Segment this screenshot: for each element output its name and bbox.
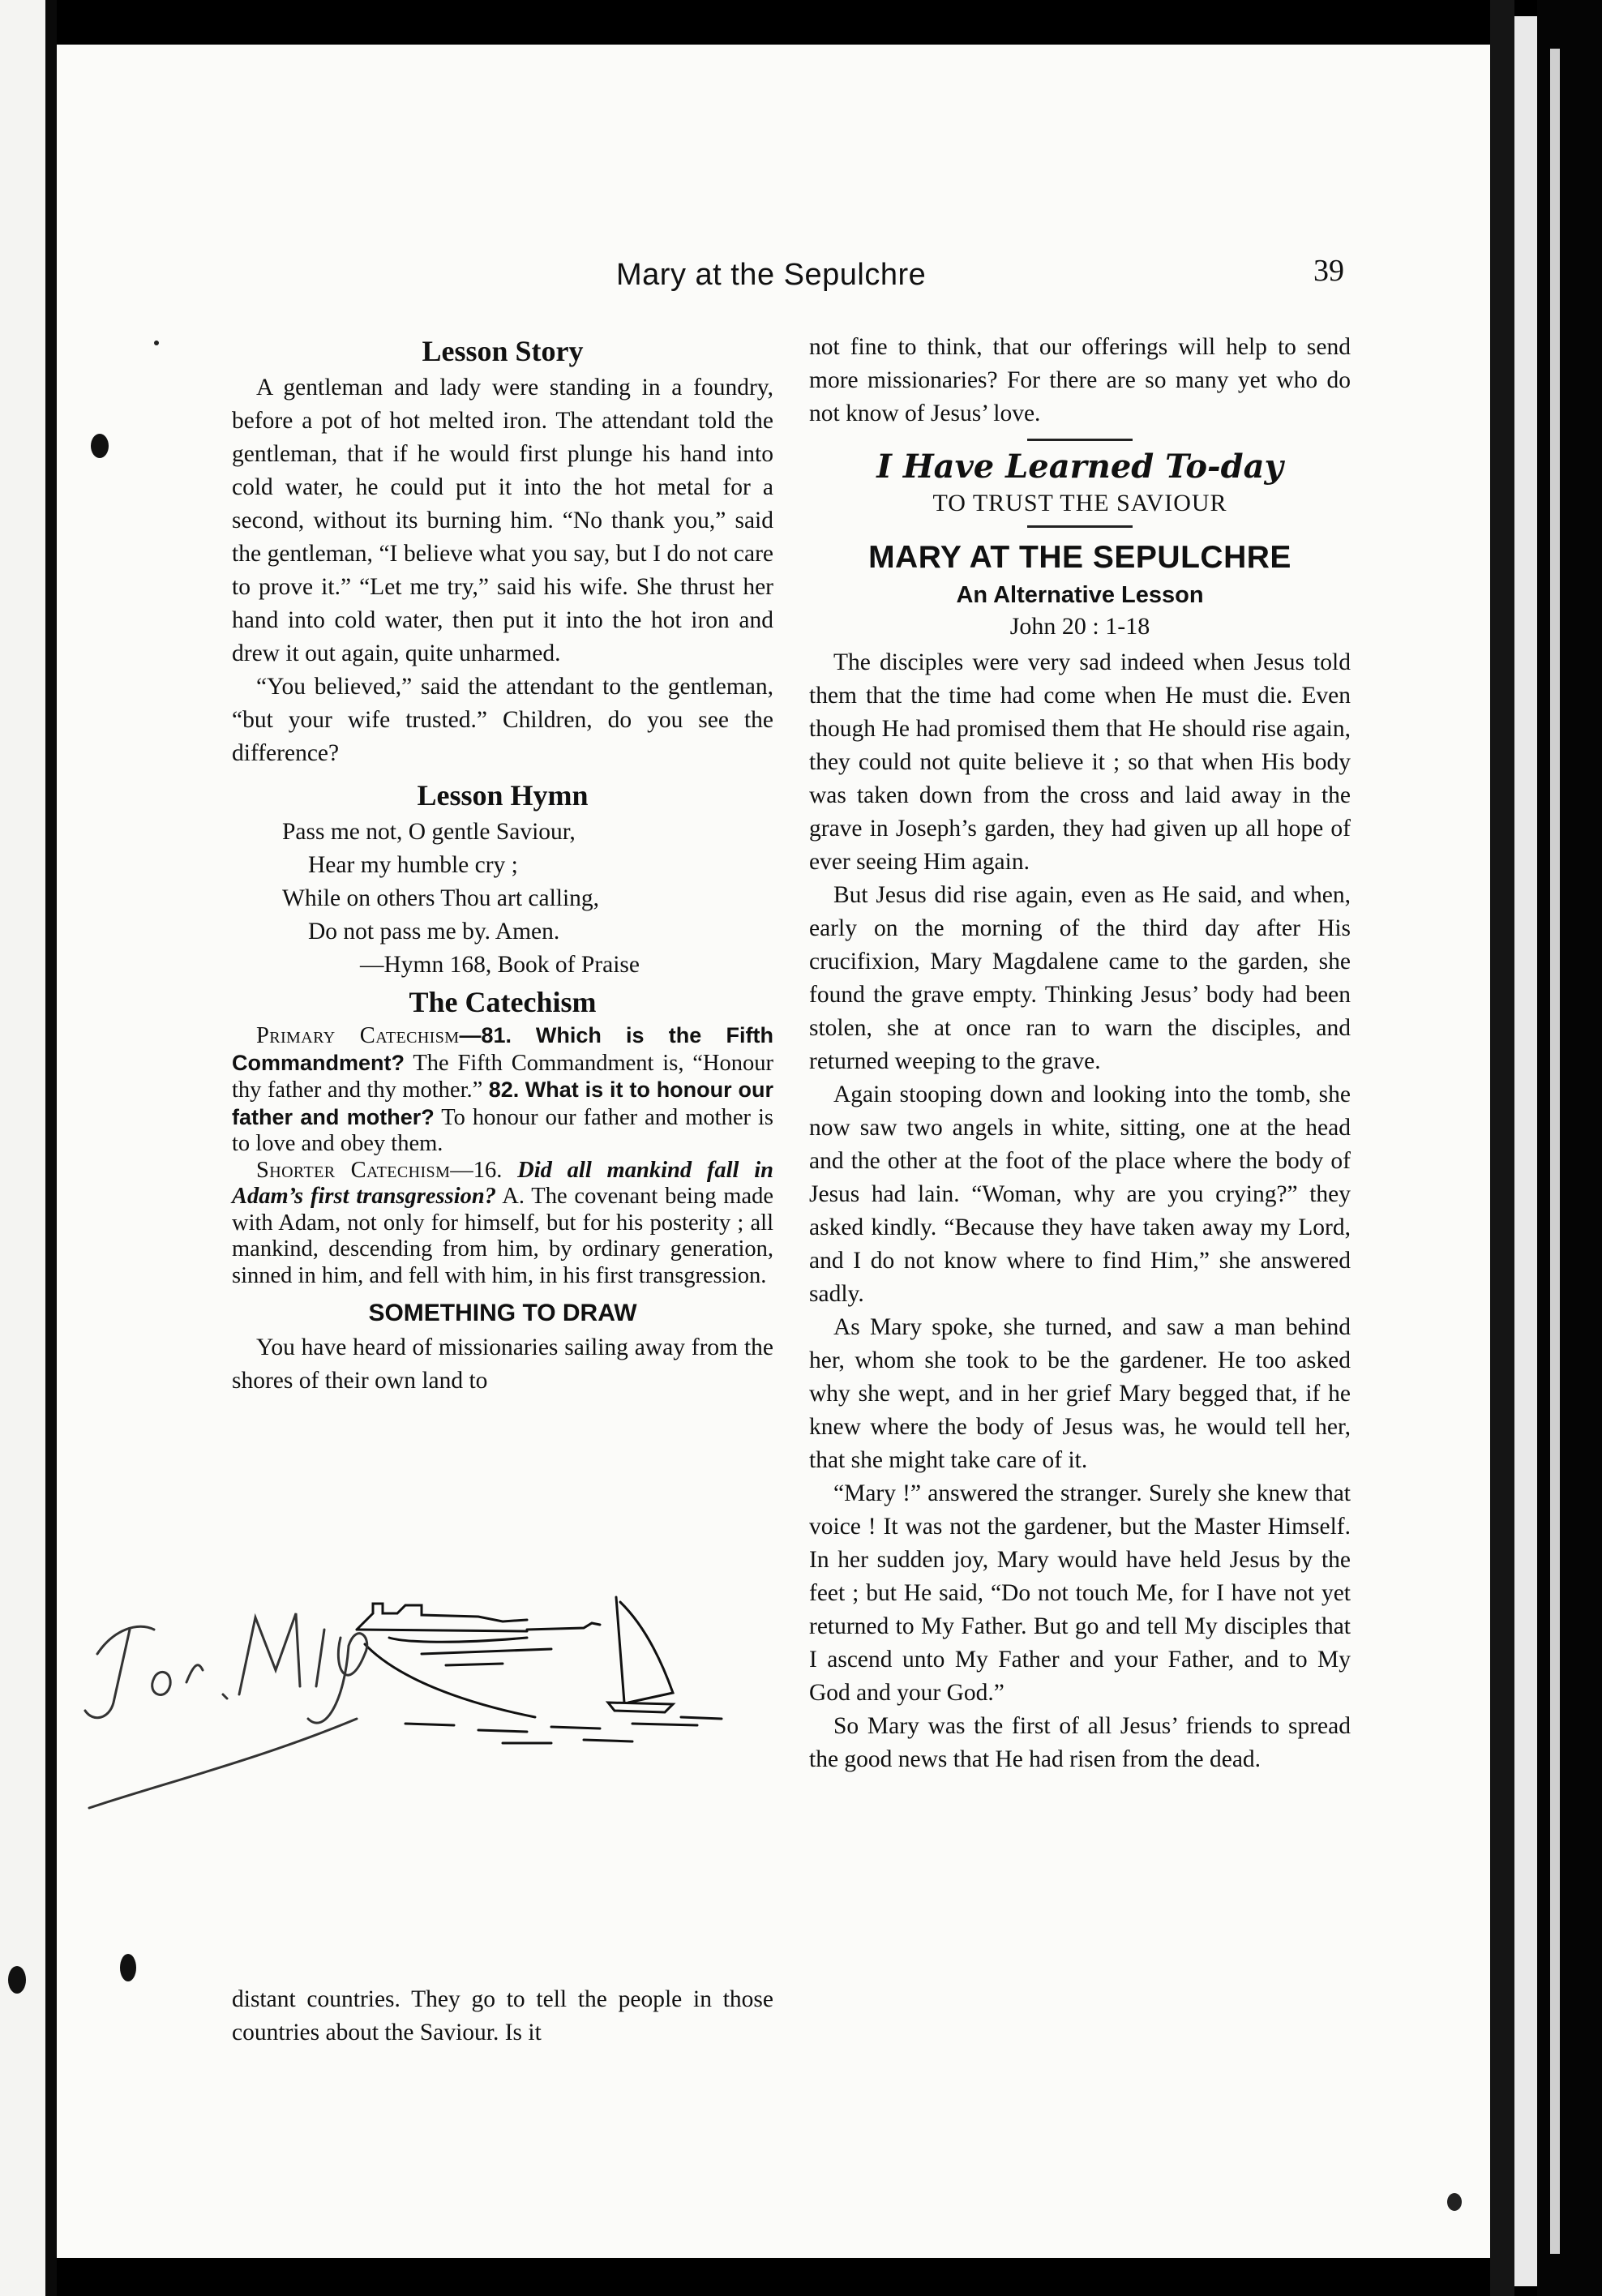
lesson-title: MARY AT THE SEPULCHRE — [868, 540, 1291, 575]
answer: To honour our father and mother is to love and obey them. — [232, 1104, 773, 1156]
hymn-verse — [232, 816, 773, 982]
hymn-line: While on others Thou art calling, — [282, 885, 600, 911]
pencil-note-text: Jor. Mlf — [65, 1540, 68, 1541]
draw-text: distant countries. They go to tell the people in those countries about the Saviour. Is it — [232, 1986, 773, 2045]
lesson-paragraph: The disciples were very sad indeed when Jesus told them that the time had come when He must die. Even though He had promised them that He should rise again, they could not quite believe it ; so that when His body was taken down from the cross and laid away in the grave in Joseph’s garden, they had given up all hope of ever seeing Him again. — [809, 649, 1351, 875]
something-to-draw-heading: SOMETHING TO DRAW — [368, 1300, 637, 1326]
lesson-hymn-heading: Lesson Hymn — [417, 779, 589, 812]
continuation-text: not fine to think, that our offerings will help to send more missionaries? For there are so many yet who do not know of Jesus’ love. — [809, 334, 1351, 426]
facing-page-edge — [0, 0, 45, 2296]
lesson-story-paragraph: A gentleman and lady were standing in a foundry, before a pot of hot melted iron. The attendant told the gentleman, that if he would first plunge his hand into cold water, he could put it into the hot metal for a second, without its burning him. “No thank you,” said the gentleman, “I believe what you say, but I do not care to prove it.” “Let me try,” said his wife. She thrust her hand into cold water, then put it into the hot iron and drew it out again, quite unharmed. — [232, 375, 773, 666]
binding-edge — [1514, 16, 1537, 2286]
primary-catechism-label: Primary Catechism — [256, 1023, 460, 1048]
learned-today-subtitle: TO TRUST THE SAVIOUR — [932, 490, 1227, 516]
lesson-paragraph: Again stooping down and looking into the tomb, she now saw two angels in white, sitting, one at the head and the other at the foot of the place where the body of Jesus had lain. “Woman, why are you crying?” they asked kindly. “Because they have taken away my Lord, and I do not know where to find Him,” she answered sadly. — [809, 1082, 1351, 1307]
question-number: 82. — [488, 1077, 520, 1102]
running-title: Mary at the Sepulchre — [616, 258, 927, 292]
lesson-paragraph: So Mary was the first of all Jesus’ friends to spread the good news that He had risen from the dead. — [809, 1713, 1351, 1772]
divider — [1027, 439, 1133, 441]
binding-edge — [1537, 0, 1602, 2296]
question-number: —16. — [450, 1157, 503, 1183]
shorter-catechism-label: Shorter Catechism — [256, 1157, 451, 1183]
right-column — [809, 331, 1351, 1776]
page-number: 39 — [1313, 254, 1344, 288]
divider — [1027, 525, 1133, 528]
catechism-heading: The Catechism — [409, 986, 597, 1018]
pencil-annotation — [65, 1540, 486, 1848]
hymn-line: Hear my humble cry ; — [308, 852, 518, 878]
left-column — [232, 331, 773, 1398]
lesson-paragraph: As Mary spoke, she turned, and saw a man behind her, whom she took to be the gardener. He too asked why she wept, and in her grief Mary begged that, if he knew where the body of Jesus was, he would tell her, that she might take care of it. — [809, 1314, 1351, 1473]
question: What is it to honour our father and mother? — [232, 1077, 774, 1129]
question: Which is the Fifth Commandment? — [232, 1023, 774, 1075]
learned-today-heading: I Have Learned To-day — [876, 448, 1283, 486]
ink-speck — [1447, 2193, 1462, 2211]
hymn-reference: —Hymn 168, Book of Praise — [360, 952, 640, 978]
lesson-paragraph: But Jesus did rise again, even as He said, and when, early on the morning of the third day after His crucifixion, Mary Magdalene came to the garden, she found the grave empty. Thinking Jesus’ body had been stolen, she at once ran to warn the disciples, and returned weeping to the grave. — [809, 882, 1351, 1074]
ink-speck — [154, 341, 159, 345]
punch-hole — [120, 1954, 136, 1981]
primary-catechism — [232, 1022, 773, 1158]
punch-hole — [91, 434, 109, 458]
draw-text: You have heard of missionaries sailing away from the shores of their own land to — [232, 1334, 773, 1394]
question: Did all mankind fall in Adam’s first transgression? — [232, 1157, 773, 1209]
question-number: —81. — [459, 1023, 512, 1047]
draw-text-continued — [232, 1983, 773, 2050]
shorter-catechism — [232, 1158, 773, 1290]
punch-hole — [8, 1966, 26, 1994]
catechism-body — [232, 1022, 773, 1289]
answer: The Fifth Commandment is, “Honour thy father and thy mother.” — [232, 1050, 773, 1103]
lesson-subtitle: An Alternative Lesson — [956, 582, 1204, 608]
scripture-reference: John 20 : 1-18 — [1009, 613, 1150, 640]
hymn-line: Pass me not, O gentle Saviour, — [282, 819, 576, 845]
binding-edge — [1490, 0, 1514, 2296]
binding-edge — [1550, 49, 1560, 2254]
lesson-story-paragraph: “You believed,” said the attendant to the gentleman, “but your wife trusted.” Children, do you see the difference? — [232, 674, 773, 766]
gutter — [45, 0, 57, 2296]
lesson-paragraph: “Mary !” answered the stranger. Surely she knew that voice ! It was not the gardener, but the Master Himself. In her sudden joy, Mary would have held Jesus by the feet ; but He said, “Do not touch Me, for I have not yet returned to My Father. But go and tell My disciples that I ascend unto My Father and your Father, and to My God and your God.” — [809, 1480, 1351, 1706]
lesson-story-heading: Lesson Story — [422, 335, 584, 367]
hymn-line: Do not pass me by. Amen. — [308, 919, 560, 945]
answer: A. The covenant being made with Adam, not only for himself, but for his posterity ; all mankind, descending from him, by ordinary generation, sinned in him, and fell with him, in his first transgression. — [232, 1184, 774, 1288]
